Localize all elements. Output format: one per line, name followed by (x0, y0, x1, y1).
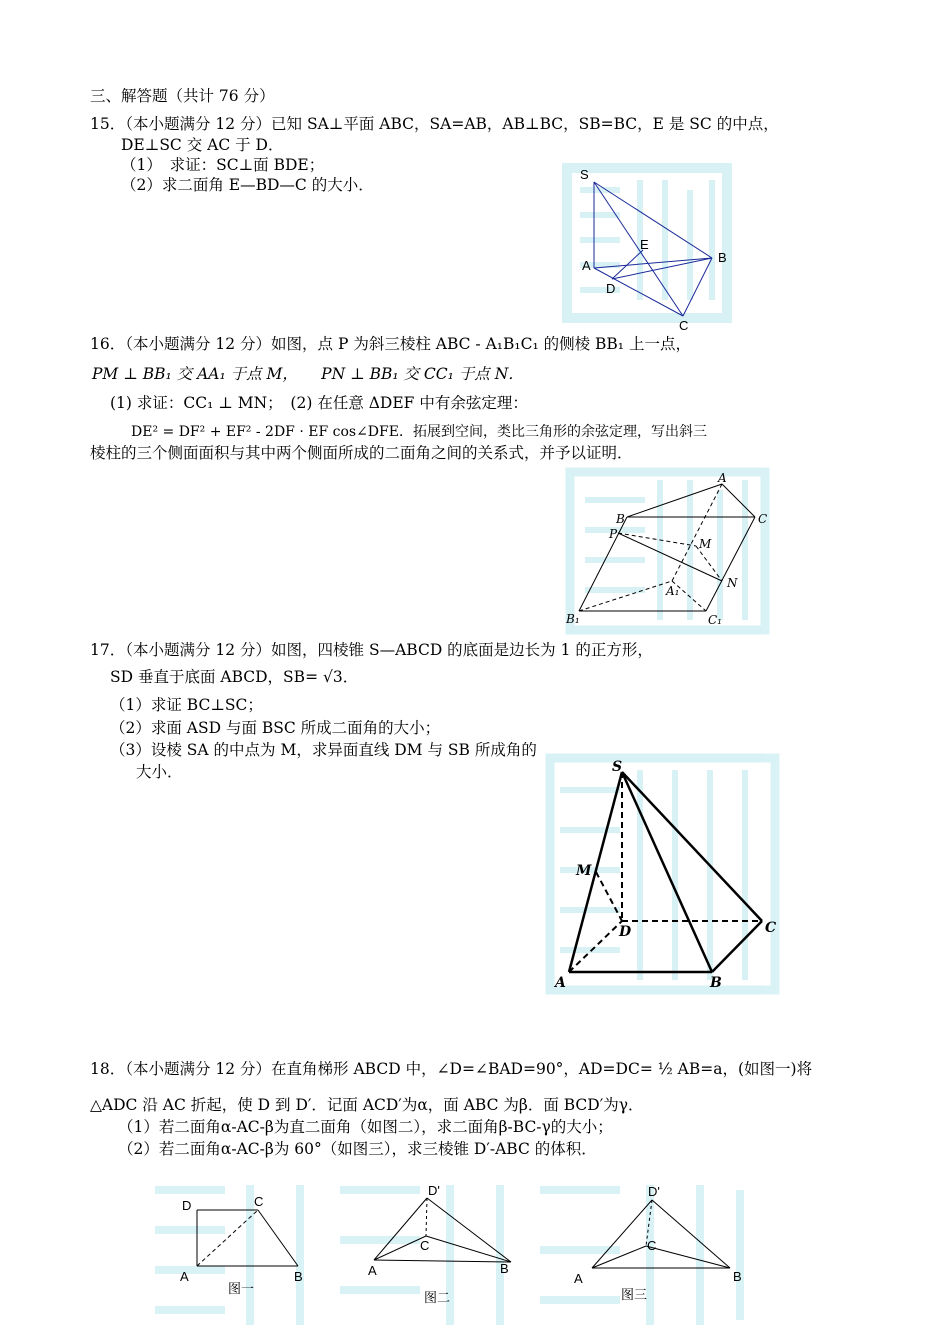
q18-fig3 (574, 1184, 742, 1302)
q15-label-e: E (640, 237, 649, 252)
q15-label-s: S (580, 167, 589, 182)
q18-fig2-label-c: C (420, 1238, 430, 1253)
q16-watermark (570, 472, 768, 630)
q16-label-a1: A₁ (666, 584, 680, 598)
q15-part1: （1） 求证：SC⊥面 BDE； (121, 156, 325, 174)
q17-figure (545, 752, 785, 997)
q17-part3: （3）设棱 SA 的中点为 M，求异面直线 DM 与 SB 所成角的 (110, 741, 537, 759)
q16-label-n: N (727, 576, 738, 590)
q16-line3: (1) 求证：CC₁ ⊥ MN； (2) 在任意 ΔDEF 中有余弦定理： (110, 394, 528, 412)
q17-part3b: 大小． (136, 763, 183, 781)
q18-fig2-label-a: A (368, 1263, 377, 1278)
q16-line1: 16．（本小题满分 12 分）如图，点 P 为斜三棱柱 ABC - A₁B₁C₁ 的侧棱 BB₁ 上一点， (90, 335, 691, 353)
q18-fig1-label-b: B (294, 1269, 303, 1284)
q18-fig1-label-a: A (180, 1269, 189, 1284)
q15-label-a: A (582, 258, 591, 273)
q15-line2: DE⊥SC 交 AC 于 D． (121, 136, 284, 154)
q16-figure (560, 470, 770, 635)
q18-fig2-label-d: D' (428, 1183, 440, 1198)
q15-part2: （2）求二面角 E—BD—C 的大小． (121, 176, 374, 194)
q18-fig3-label-d: D' (648, 1184, 660, 1199)
q18-fig2-label-b: B (500, 1261, 509, 1276)
q17-part1: （1）求证 BC⊥SC； (110, 696, 263, 714)
q18-fig3-label-b: B (733, 1269, 742, 1284)
q18-fig2-caption: 图二 (424, 1290, 451, 1305)
q16-line5: 棱柱的三个侧面面积与其中两个侧面所成的二面角之间的关系式，并予以证明． (90, 444, 633, 462)
q15-figure (560, 160, 740, 335)
q18-fig3-caption: 图三 (621, 1287, 648, 1302)
q16-line4: DE² = DF² + EF² - 2DF · EF cos∠DFE．拓展到空间，类比三角形的余弦定理，写出斜三 (131, 424, 707, 440)
q16-label-m: M (699, 537, 712, 551)
q17-line1: 17．（本小题满分 12 分）如图，四棱锥 S—ABCD 的底面是边长为 1 的正方形， (90, 641, 653, 659)
q17-label-a: A (555, 975, 566, 991)
q15-label-d: D (606, 281, 616, 296)
q18-fig1-caption: 图一 (228, 1281, 255, 1296)
q17-label-b: B (710, 975, 722, 991)
q15-label-b: B (718, 250, 727, 265)
q17-label-c: C (765, 920, 777, 936)
section-heading: 三、解答题（共计 76 分） (90, 87, 275, 105)
q18-part2: （2）若二面角α-AC-β为 60°（如图三），求三棱锥 D′-ABC 的体积． (118, 1140, 597, 1158)
q18-fig1-label-d: D (182, 1198, 192, 1213)
q17-label-d: D (619, 924, 632, 940)
q16-label-b1: B₁ (566, 612, 580, 626)
q18-figures (140, 1175, 780, 1335)
q18-fig3-label-c: C (647, 1238, 657, 1253)
q16-label-c: C (758, 512, 768, 526)
q16-label-c1: C₁ (708, 613, 722, 627)
q17-line2: SD 垂直于底面 ABCD，SB= √3． (110, 668, 359, 686)
q16-line2: PM ⊥ BB₁ 交 AA₁ 于点 M， PN ⊥ BB₁ 交 CC₁ 于点 N． (92, 365, 524, 383)
q16-label-a: A (718, 471, 727, 485)
q18-part1: （1）若二面角α-AC-β为直二面角（如图二），求二面角β-BC-γ的大小； (118, 1118, 613, 1136)
q18-line1: 18．（本小题满分 12 分）在直角梯形 ABCD 中，∠D=∠BAD=90°，AD=DC= ½ AB=a，(如图一)将 (90, 1060, 813, 1078)
q17-label-m: M (576, 863, 592, 879)
q18-line2: △ADC 沿 AC 折起，使 D 到 D′．记面 ACD′为α，面 ABC 为β．面 BCD′为γ． (90, 1096, 644, 1114)
q16-label-p: P (609, 527, 618, 541)
q17-label-s: S (612, 759, 623, 775)
q15-label-c: C (679, 318, 689, 333)
q18-fig3-label-a: A (574, 1271, 583, 1286)
q15-line1: 15．（本小题满分 12 分）已知 SA⊥平面 ABC，SA=AB，AB⊥BC，SB=BC，E 是 SC 的中点， (90, 115, 779, 133)
q18-fig1 (180, 1194, 303, 1296)
q18-fig1-label-c: C (254, 1194, 264, 1209)
q17-part2: （2）求面 ASD 与面 BSC 所成二面角的大小； (110, 719, 441, 737)
q16-label-b: B (616, 512, 625, 526)
